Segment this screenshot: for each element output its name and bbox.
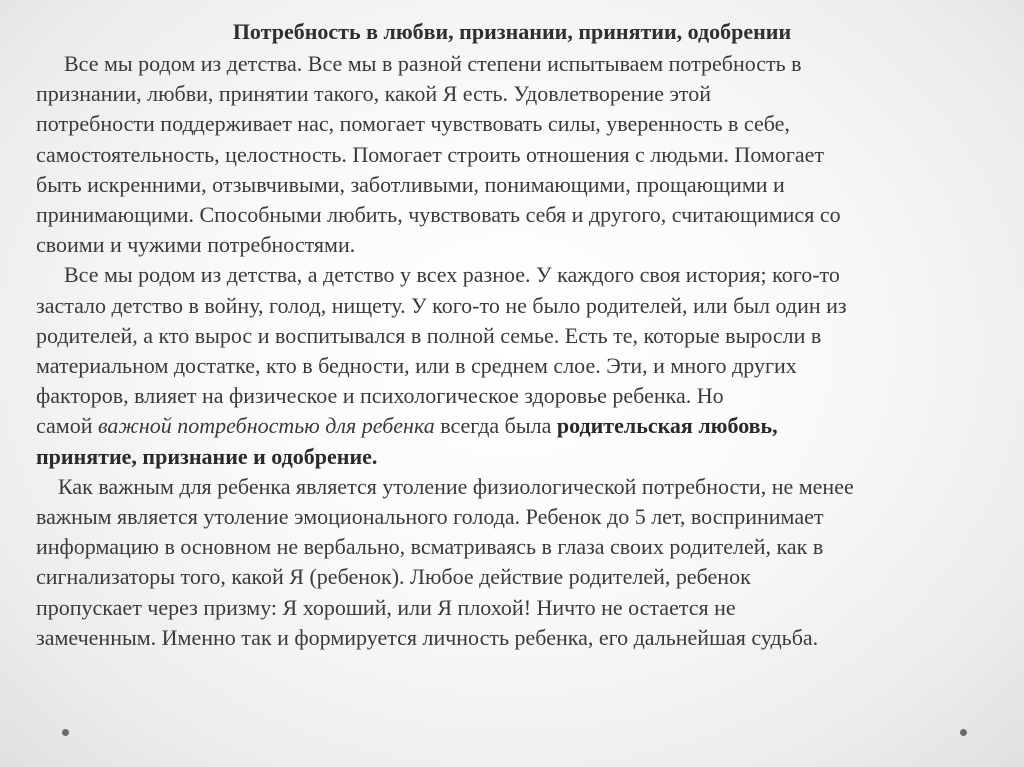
slide-body — [36, 49, 996, 653]
italic-phrase: важной потребностью для ребенка — [98, 413, 435, 439]
text-line-emphasis — [36, 411, 996, 441]
text-segment: всегда была — [434, 413, 557, 439]
text-line: быть искренними, отзывчивыми, заботливыми, понимающими, прощающими и — [36, 171, 785, 197]
decorative-dot-right — [960, 729, 967, 736]
text-line: признании, любви, принятии такого, какой Я есть. Удовлетворение этой — [36, 81, 712, 107]
text-line: принимающими. Способными любить, чувствовать себя и другого, считающимися со — [36, 202, 841, 228]
text-line: родителей, а кто вырос и воспитывался в полной семье. Есть те, которые выросли в — [36, 322, 822, 348]
text-line: материальном достатке, кто в бедности, или в среднем слое. Эти, и много других — [36, 353, 797, 379]
text-line: пропускает через призму: Я хороший, или Я плохой! Ничто не остается не — [36, 594, 736, 620]
text-line: Все мы родом из детства. Все мы в разной степени испытываем потребность в — [64, 51, 802, 76]
text-line: своими и чужими потребностями. — [36, 232, 356, 258]
text-line: Все мы родом из детства, а детство у всех разное. У каждого своя история; кого-то — [64, 262, 840, 288]
bold-phrase-line: принятие, признание и одобрение. — [36, 443, 378, 469]
bold-phrase: родительская любовь, — [556, 413, 778, 439]
text-line: самостоятельность, целостность. Помогает строить отношения с людьми. Помогает — [36, 141, 824, 167]
slide-title: Потребность в любви, признании, принятии, одобрении — [232, 19, 792, 44]
decorative-dot-left — [62, 729, 69, 736]
text-line: сигнализаторы того, какой Я (ребенок). Любое действие родителей, ребенок — [36, 564, 751, 590]
text-line: застало детство в войну, голод, нищету. У кого-то не было родителей, или был один из — [36, 292, 847, 318]
text-line: замеченным. Именно так и формируется личность ребенка, его дальнейшая судьба. — [36, 624, 819, 650]
text-line: важным является утоление эмоционального голода. Ребенок до 5 лет, воспринимает — [36, 504, 824, 530]
text-line: потребности поддерживает нас, помогает чувствовать силы, уверенность в себе, — [36, 111, 790, 137]
text-segment: самой — [36, 413, 98, 439]
text-line: Как важным для ребенка является утоление физиологической потребности, не менее — [58, 473, 854, 499]
text-line: факторов, влияет на физическое и психологическое здоровье ребенка. Но — [36, 383, 724, 409]
text-line: информацию в основном не вербально, всматриваясь в глаза своих родителей, как в — [36, 534, 824, 560]
